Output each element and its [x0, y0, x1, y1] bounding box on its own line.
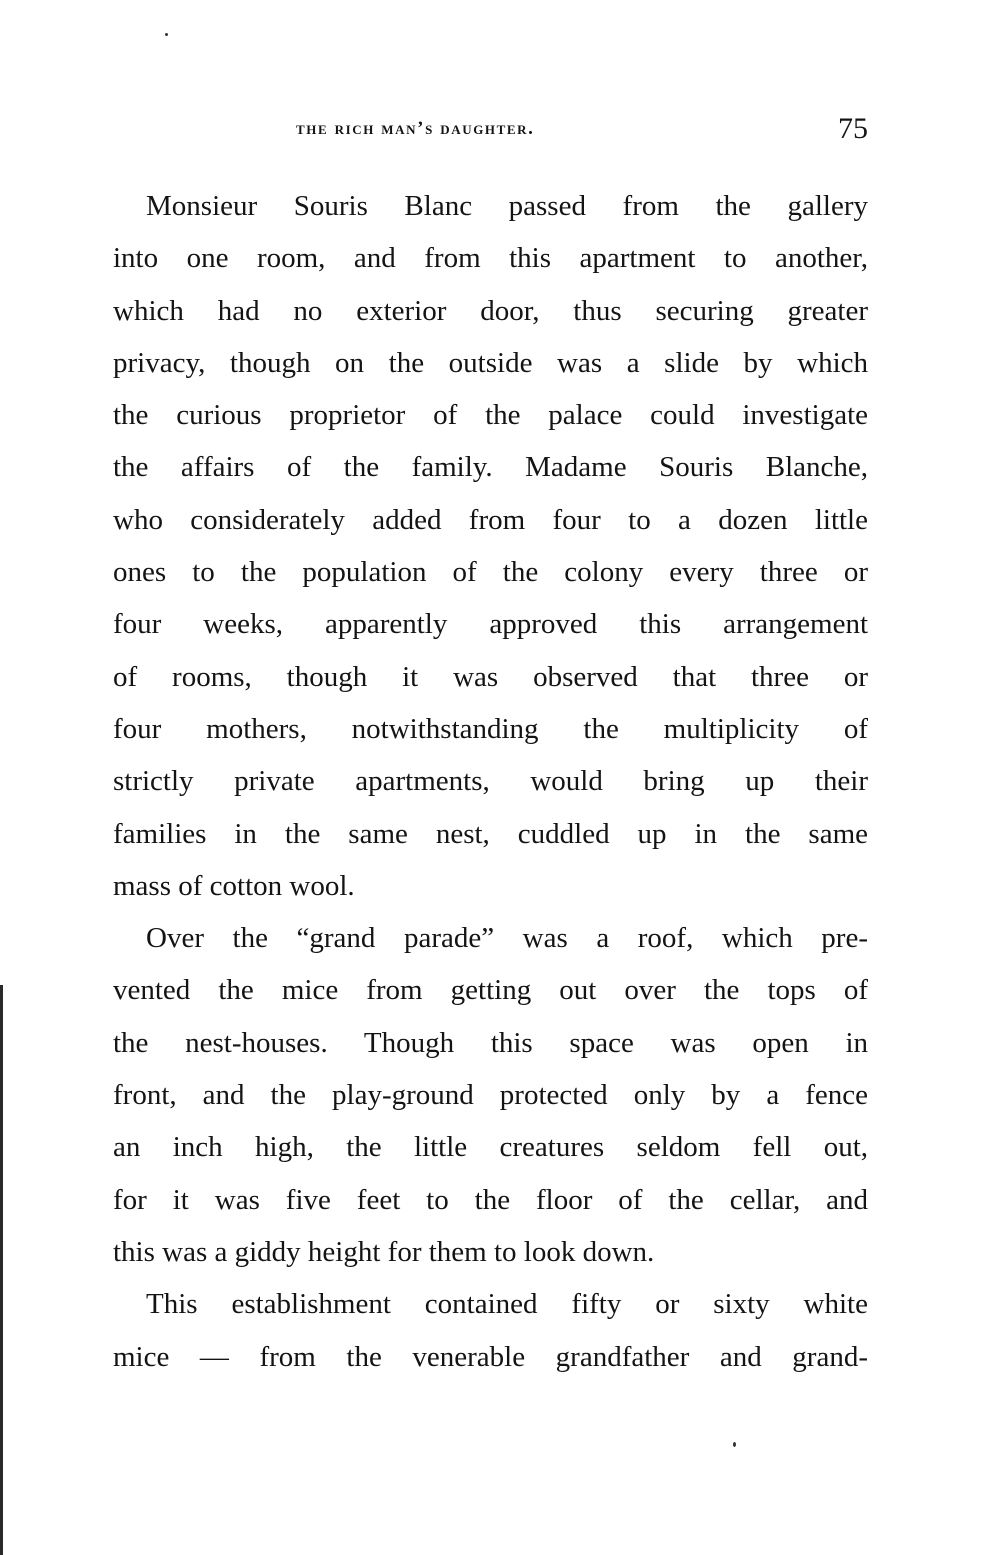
scan-margin-edge [0, 985, 3, 1555]
paragraph-1-line: who considerately added from four to a dozen little [113, 503, 868, 536]
paragraph-2-line: Over the “grand parade” was a roof, which pre- [146, 922, 868, 955]
paragraph-1-line: privacy, though on the outside was a slide by which [113, 346, 868, 379]
paragraph-2-line: the nest-houses. Though this space was open in [113, 1026, 868, 1059]
paragraph-1-line: four weeks, apparently approved this arrangement [113, 608, 868, 641]
paragraph-1-line: of rooms, though it was observed that three or [113, 660, 868, 693]
paragraph-1-line: families in the same nest, cuddled up in the same [113, 817, 868, 850]
ink-speck [733, 1442, 736, 1447]
paragraph-1-line: which had no exterior door, thus securing greater [113, 294, 868, 327]
ink-speck [165, 33, 168, 36]
paragraph-1-line: the affairs of the family. Madame Souris Blanche, [113, 451, 868, 484]
running-head [113, 112, 868, 152]
paragraph-3-line: This establishment contained fifty or sixty white [146, 1288, 868, 1321]
paragraph-2-line: for it was five feet to the floor of the cellar, and [113, 1183, 868, 1216]
paragraph-1-line: four mothers, notwithstanding the multiplicity of [113, 712, 868, 745]
running-title: the rich man’s daughter. [296, 118, 535, 139]
paragraph-3-line: mice — from the venerable grandfather and grand- [113, 1340, 868, 1373]
paragraph-1-line: strictly private apartments, would bring up their [113, 765, 868, 798]
body-text [113, 180, 868, 1383]
page-number: 75 [838, 112, 868, 145]
paragraph-2-line: an inch high, the little creatures seldom fell out, [113, 1131, 868, 1164]
paragraph-2-line: this was a giddy height for them to look down. [113, 1235, 655, 1268]
paragraph-1-line: ones to the population of the colony every three or [113, 556, 868, 589]
paragraph-1-line: mass of cotton wool. [113, 869, 355, 902]
paragraph-1-line: into one room, and from this apartment to another, [113, 242, 868, 275]
paragraph-1-line: the curious proprietor of the palace could investigate [113, 399, 868, 432]
paragraph-2-line: front, and the play-ground protected only by a fence [113, 1079, 868, 1112]
paragraph-2-line: vented the mice from getting out over the tops of [113, 974, 868, 1007]
paragraph-1-line: Monsieur Souris Blanc passed from the gallery [146, 190, 868, 222]
